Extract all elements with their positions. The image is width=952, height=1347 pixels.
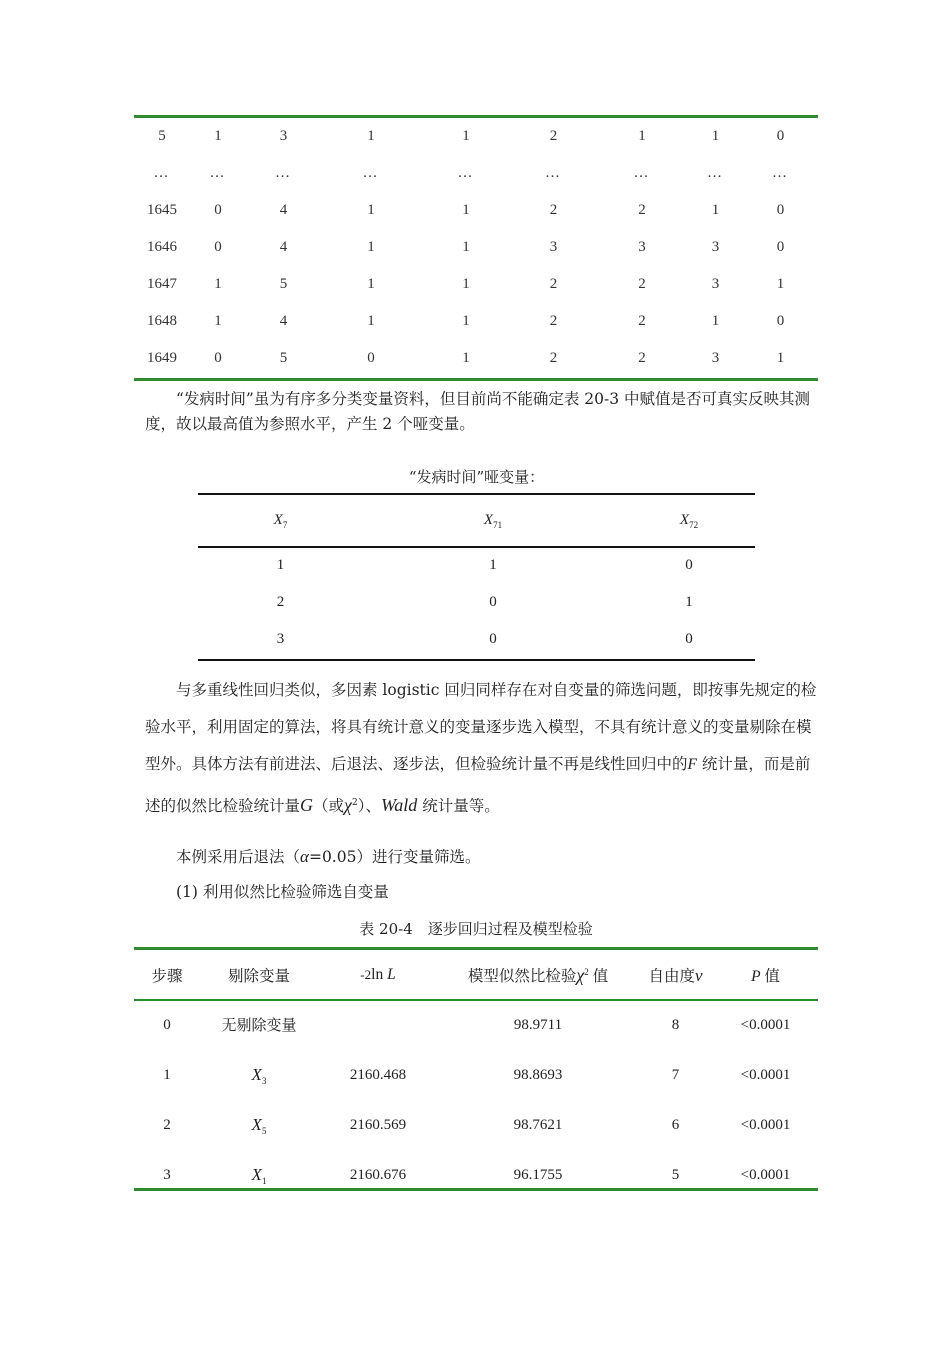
table-cell: …	[209, 165, 227, 181]
table-cell: 0	[214, 202, 222, 218]
table-cell: 0	[367, 350, 375, 366]
table-cell: 1	[685, 594, 693, 610]
step-table-header-rule	[134, 999, 818, 1001]
table-cell: 0	[776, 239, 785, 255]
df-header: 自由度ν	[648, 966, 703, 985]
dummy-table-caption: “发病时间”哑变量：	[408, 468, 545, 486]
table-row	[198, 584, 755, 621]
table-cell: 1	[214, 128, 222, 144]
table-cell: 3	[638, 239, 646, 255]
table-cell: 5	[279, 276, 288, 292]
table-cell: 1	[711, 313, 720, 329]
table-cell: …	[153, 165, 171, 181]
para2-text-e: 统计量等。	[417, 796, 500, 815]
table-row	[134, 1150, 818, 1200]
table-cell: 1	[367, 128, 375, 144]
table-cell: …	[275, 165, 292, 181]
table-cell: 1	[711, 128, 720, 144]
table-cell: 1	[214, 276, 222, 292]
table-cell: 2	[549, 350, 558, 366]
table-cell: 1	[462, 128, 470, 144]
table-row	[134, 303, 818, 340]
table-cell: 2	[638, 276, 646, 292]
step-cell: 3	[163, 1166, 171, 1183]
para2-text-c: （或	[313, 796, 345, 815]
lnl-cell: 2160.569	[349, 1116, 407, 1133]
table-cell: 0	[214, 239, 222, 255]
df-cell: 6	[671, 1116, 680, 1133]
table-cell: 1	[638, 128, 646, 144]
df-cell: 7	[671, 1066, 680, 1083]
table-cell: 1646	[147, 239, 177, 255]
g-symbol: G	[300, 794, 314, 815]
lnl-header: -2ln L	[360, 966, 396, 983]
table-cell: 2	[549, 276, 558, 292]
table-cell: 1	[776, 350, 785, 366]
df-cell: 8	[671, 1016, 680, 1033]
table-cell: …	[545, 165, 562, 181]
step-table	[134, 950, 818, 1200]
table-cell: 0	[776, 313, 785, 329]
table-cell: 1	[367, 313, 375, 329]
dummy-table	[198, 495, 755, 658]
table-cell: 4	[279, 239, 288, 255]
table-cell: 1	[367, 276, 375, 292]
table-cell: 1649	[147, 350, 177, 366]
table-row	[198, 621, 755, 658]
lnl-cell: 2160.676	[349, 1166, 407, 1183]
table-cell: 3	[711, 276, 720, 292]
lnl-cell	[318, 1000, 438, 1050]
table-cell: 1648	[147, 313, 177, 329]
table-cell: 1	[367, 202, 375, 218]
table-cell: 4	[279, 313, 288, 329]
paragraph-variable-selection	[145, 672, 817, 826]
table-cell: 1	[462, 276, 470, 292]
step-cell: 0	[163, 1016, 171, 1033]
table-cell: 2	[549, 202, 558, 218]
table-cell: 0	[776, 202, 785, 218]
dummy-header-x7: $X_7$	[273, 512, 288, 530]
chi-symbol: χ	[344, 794, 352, 815]
table-cell: 1	[776, 276, 785, 292]
chi-cell: 96.1755	[513, 1166, 563, 1183]
table-cell: 3	[276, 631, 285, 647]
removed-cell: $X_1$	[251, 1164, 267, 1186]
table-cell: 0	[489, 594, 497, 610]
table-row	[134, 192, 818, 229]
chi-header: 模型似然比检验$\chi^2$ 值	[467, 965, 609, 985]
step-cell: 1	[163, 1066, 171, 1083]
table-cell: 5	[158, 128, 166, 144]
table-cell: 1	[489, 557, 497, 573]
data-table	[134, 118, 818, 377]
table-row	[134, 340, 818, 377]
step-table-caption: 表 20-4 逐步回归过程及模型检验	[359, 920, 593, 938]
p-cell: <0.0001	[740, 1066, 791, 1083]
p-header: P 值	[751, 968, 780, 985]
table-cell: 0	[214, 350, 222, 366]
step-table-bottom-rule	[134, 1188, 818, 1191]
removed-cell: $X_3$	[251, 1064, 267, 1086]
chi-superscript: 2	[351, 797, 358, 808]
p-cell: <0.0001	[740, 1116, 791, 1133]
table-row	[134, 266, 818, 303]
table-cell: 1	[214, 313, 222, 329]
table-cell: 5	[279, 350, 288, 366]
f-symbol: F	[687, 755, 697, 773]
table-cell: 1	[276, 557, 285, 573]
dummy-header-x71: $X_{71}$	[483, 512, 503, 530]
step-header: 步骤	[151, 968, 183, 985]
table-cell: 0	[776, 128, 785, 144]
table-row	[134, 1050, 818, 1100]
table-row	[134, 229, 818, 266]
para2-text-b: 统计量，而是前述的似然比检验统计量	[145, 754, 811, 815]
table-cell: 3	[711, 239, 720, 255]
table-cell: 2	[638, 313, 646, 329]
table-cell: …	[457, 165, 475, 181]
removed-header: 剔除变量	[227, 968, 290, 985]
table-row	[198, 547, 755, 584]
lnl-cell: 2160.468	[349, 1066, 407, 1083]
chi-cell: 98.9711	[513, 1016, 563, 1033]
table-cell: 1	[462, 239, 470, 255]
para2-text-d: ）、	[357, 796, 381, 815]
wald-symbol: Wald	[380, 794, 418, 815]
table-cell: 1	[367, 239, 375, 255]
dummy-table-header-rule	[198, 546, 755, 548]
table-cell: 4	[279, 202, 288, 218]
table-cell: 1	[462, 202, 470, 218]
table-cell: 2	[549, 128, 558, 144]
df-cell: 5	[671, 1166, 680, 1183]
table-cell: …	[633, 165, 651, 181]
chi-cell: 98.7621	[513, 1116, 563, 1133]
dummy-header-x72: $X_{72}$	[679, 512, 699, 530]
paragraph-backward-method	[145, 843, 817, 870]
table-cell: 2	[549, 313, 558, 329]
table-row	[134, 1100, 818, 1150]
table-cell: 1647	[147, 276, 177, 292]
table-cell: 0	[685, 557, 693, 573]
table-cell: 3	[711, 350, 720, 366]
table-cell: 1	[711, 202, 720, 218]
table-row	[134, 1000, 818, 1050]
alpha-symbol: α	[300, 847, 309, 866]
table-row	[134, 155, 818, 192]
table-cell: …	[772, 165, 789, 181]
para3-text-b: =0.05）进行变量筛选。	[308, 848, 481, 866]
para3-text-a: 本例采用后退法（	[176, 848, 301, 866]
p-cell: <0.0001	[740, 1016, 791, 1033]
step-cell: 2	[163, 1116, 171, 1133]
table-cell: 2	[276, 594, 285, 610]
table-row	[134, 118, 818, 155]
table-cell: 2	[638, 202, 646, 218]
subsection-heading: (1) 利用似然比检验筛选自变量	[176, 883, 389, 901]
table-cell: 1	[462, 350, 470, 366]
p-cell: <0.0001	[740, 1166, 791, 1183]
removed-cell: $X_5$	[251, 1114, 267, 1136]
dummy-table-bottom-rule	[198, 659, 755, 661]
table-cell: 3	[549, 239, 558, 255]
data-table-bottom-rule	[134, 378, 818, 381]
table-cell: 1645	[147, 202, 177, 218]
table-cell: 3	[279, 128, 288, 144]
table-cell: …	[362, 165, 380, 181]
paragraph-dummy-intro: “发病时间”虽为有序多分类变量资料，但目前尚不能确定表 20-3 中赋值是否可真实反映其测度，故以最高值为参照水平，产生 2 个哑变量。	[145, 390, 811, 433]
table-cell: 2	[638, 350, 646, 366]
table-cell: 0	[685, 631, 693, 647]
para2-text-a: 与多重线性回归类似，多因素 logistic 回归同样存在对自变量的筛选问题，即按事先规定的检验水平，利用固定的算法，将具有统计意义的变量逐步选入模型，不具有统计意义的变量剔除在模型外。具体方法有前进法、后退法、逐步法，但检验统计量不再是线性回归中的	[145, 681, 817, 773]
table-cell: 1	[462, 313, 470, 329]
table-cell: …	[707, 165, 724, 181]
chi-cell: 98.8693	[513, 1066, 563, 1083]
table-cell: 0	[489, 631, 497, 647]
removed-cell: 无剔除变量	[221, 1018, 297, 1034]
